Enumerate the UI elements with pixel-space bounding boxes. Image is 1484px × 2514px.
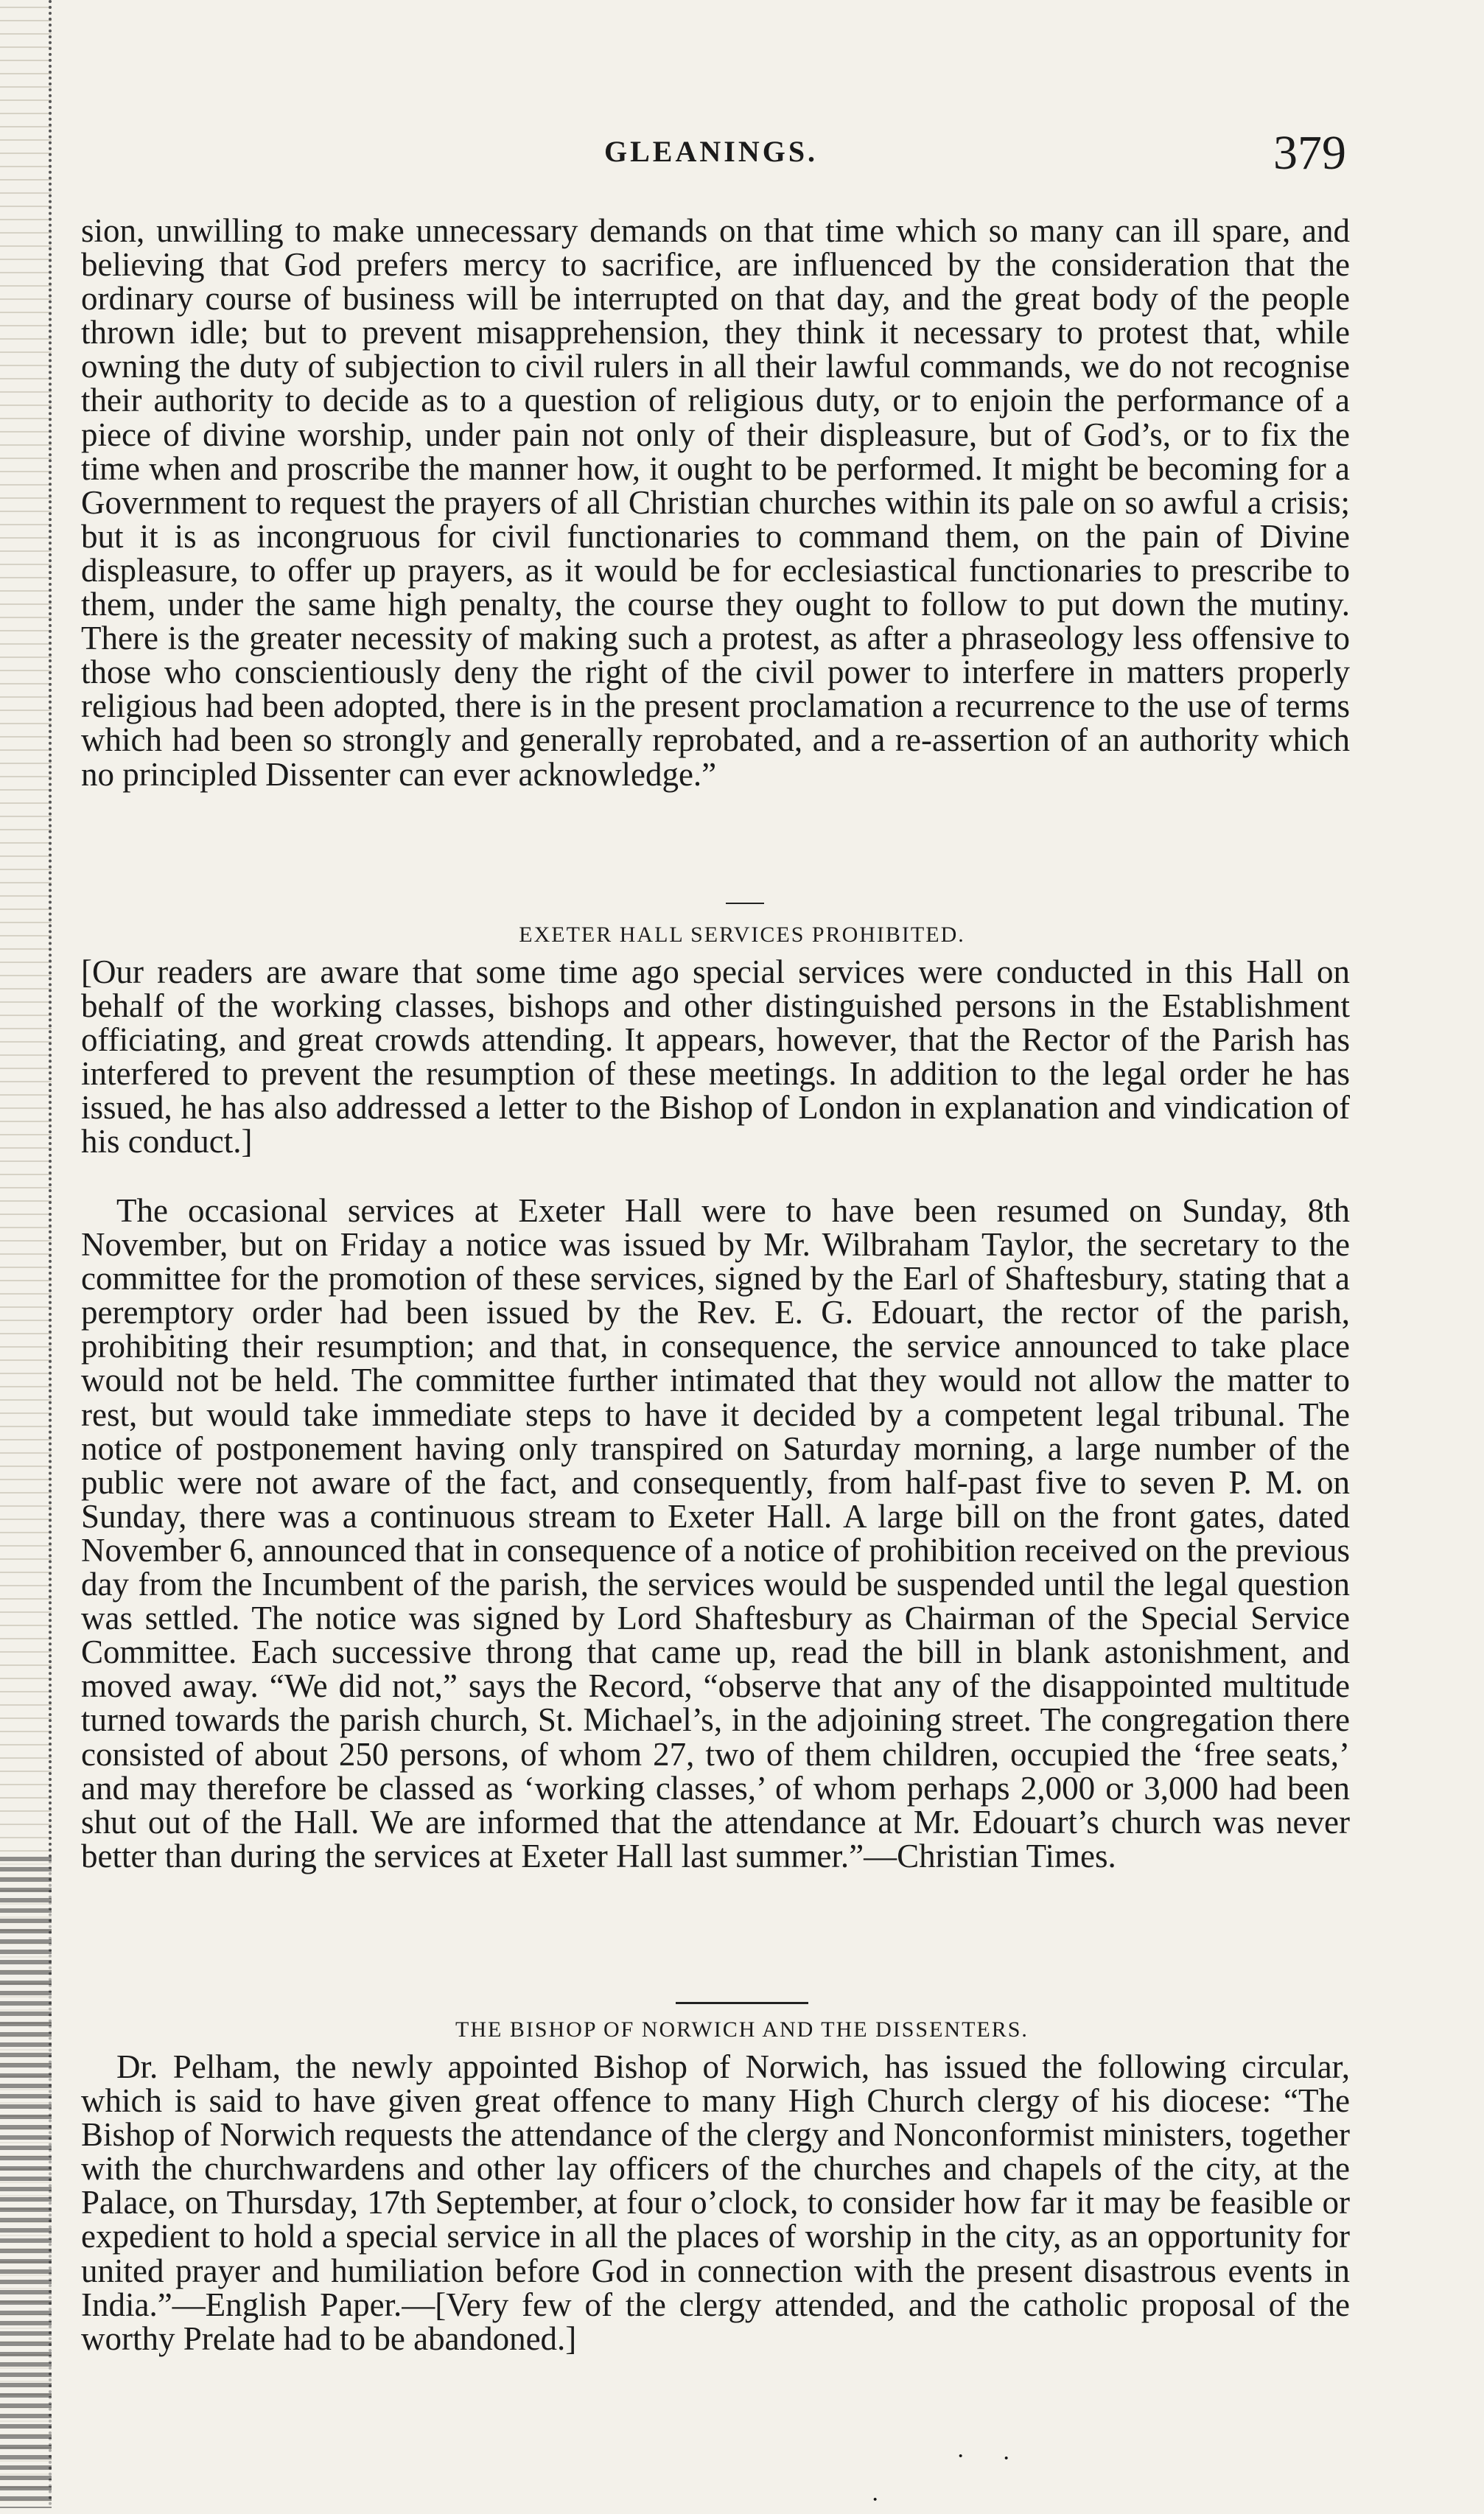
ink-speck: · [956,2443,965,2470]
binding-edge-shadow [0,1857,52,2508]
editorial-note-paragraph: [Our readers are aware that some time ago special services were conducted in this Hall on behalf of the working classes, bishops and other distinguished persons in the Establishment officiating, and great crowds attending. It appears, however, that the Rector of the Parish has interfered to prevent the resumption of these meetings. In addition to the legal order he has issued, he has also addressed a letter to the Bishop of London in explanation and vindication of his conduct.] [81,953,1350,1160]
page-header [0,126,1484,193]
ink-speck: · [871,2486,880,2513]
ink-speck: · [1002,2445,1011,2472]
section-heading-exeter-hall: EXETER HALL SERVICES PROHIBITED. [519,922,965,947]
section-heading-bishop-of-norwich: THE BISHOP OF NORWICH AND THE DISSENTERS. [455,2017,1029,2042]
section-divider [676,2002,808,2004]
running-title: GLEANINGS. [604,135,819,168]
continued-paragraph: sion, unwilling to make unnecessary demands on that time which so many can ill spare, and believing that God prefers mercy to sacrifice, are influenced by the consideration that the ordinary course of business will be interrupted on that day, and the great body of the people thrown idle; but to prevent misapprehension, they think it necessary to protest that, while owning the duty of subjection to civil rulers in all their lawful commands, we do not recognise their authority to decide as to a question of religious duty, or to enjoin the performance of a piece of divine worship, under pain not only of their displeasure, but of God’s, or to fix the time when and proscribe the manner how, it ought to be performed. It might be becoming for a Government to request the prayers of all Christian churches within its pale on so awful a crisis; but it is as incongruous for civil functionaries to command them, on the pain of Divine displeasure, to offer up prayers, as it would be for ecclesiastical functionaries to prescribe to them, under the same high penalty, the course they ought to follow to put down the mutiny. There is the greater necessity of making such a protest, as after a phraseology less offensive to those who conscientiously deny the right of the civil power to interfere in matters properly religious had been adopted, there is in the present proclamation a recurrence to the use of terms which had been so strongly and generally reprobated, and a re-assertion of an authority which no principled Dissenter can ever acknowledge.” [81,212,1350,793]
exeter-hall-report-paragraph: The occasional services at Exeter Hall were to have been resumed on Sunday, 8th November, but on Friday a notice was issued by Mr. Wilbraham Taylor, the secretary to the committee for the promotion of these services, signed by the Earl of Shaftesbury, stating that a peremptory order had been issued by the Rev. E. G. Edouart, the rector of the parish, prohibiting their resumption; and that, in consequence, the service announced to take place would not be held. The committee further intimated that they would not allow the matter to rest, but would take immediate steps to have it decided by a competent legal tribunal. The notice of postponement having only transpired on Saturday morning, a large number of the public were not aware of the fact, and consequently, from half-past five to seven P. M. on Sunday, there was a continuous stream to Exeter Hall. A large bill on the front gates, dated November 6, announced that in consequence of a notice of prohibition received on the previous day from the Incumbent of the parish, the services would be suspended until the legal question was settled. The notice was signed by Lord Shaftesbury as Chairman of the Special Service Committee. Each successive throng that came up, read the bill in blank astonishment, and moved away. “We did not,” says the Record, “observe that any of the disappointed multitude turned towards the parish church, St. Michael’s, in the adjoining street. The congregation there consisted of about 250 persons, of whom 27, two of them children, occupied the ‘free seats,’ and may therefore be classed as ‘working classes,’ of whom perhaps 2,000 or 3,000 had been shut out of the Hall. We are informed that the attendance at Mr. Edouart’s church was never better than during the services at Exeter Hall last summer.”—Christian Times. [81,1192,1350,1874]
page-number: 379 [1273,126,1346,180]
section-divider [726,903,764,904]
bishop-of-norwich-paragraph: Dr. Pelham, the newly appointed Bishop of Norwich, has issued the following circular, which is said to have given great offence to many High Church clergy of his diocese: “The Bishop of Norwich requests the attendance of the clergy and Nonconformist ministers, together with the churchwardens and other lay officers of the churches and chapels of the city, at the Palace, on Thursday, 17th September, at four o’clock, to consider how far it may be feasible or expedient to hold a special service in all the places of worship in the city, as an opportunity for united prayer and humiliation before God in connection with the present disastrous events in India.”—English Paper.—[Very few of the clergy attended, and the catholic proposal of the worthy Prelate had to be abandoned.] [81,2048,1350,2357]
